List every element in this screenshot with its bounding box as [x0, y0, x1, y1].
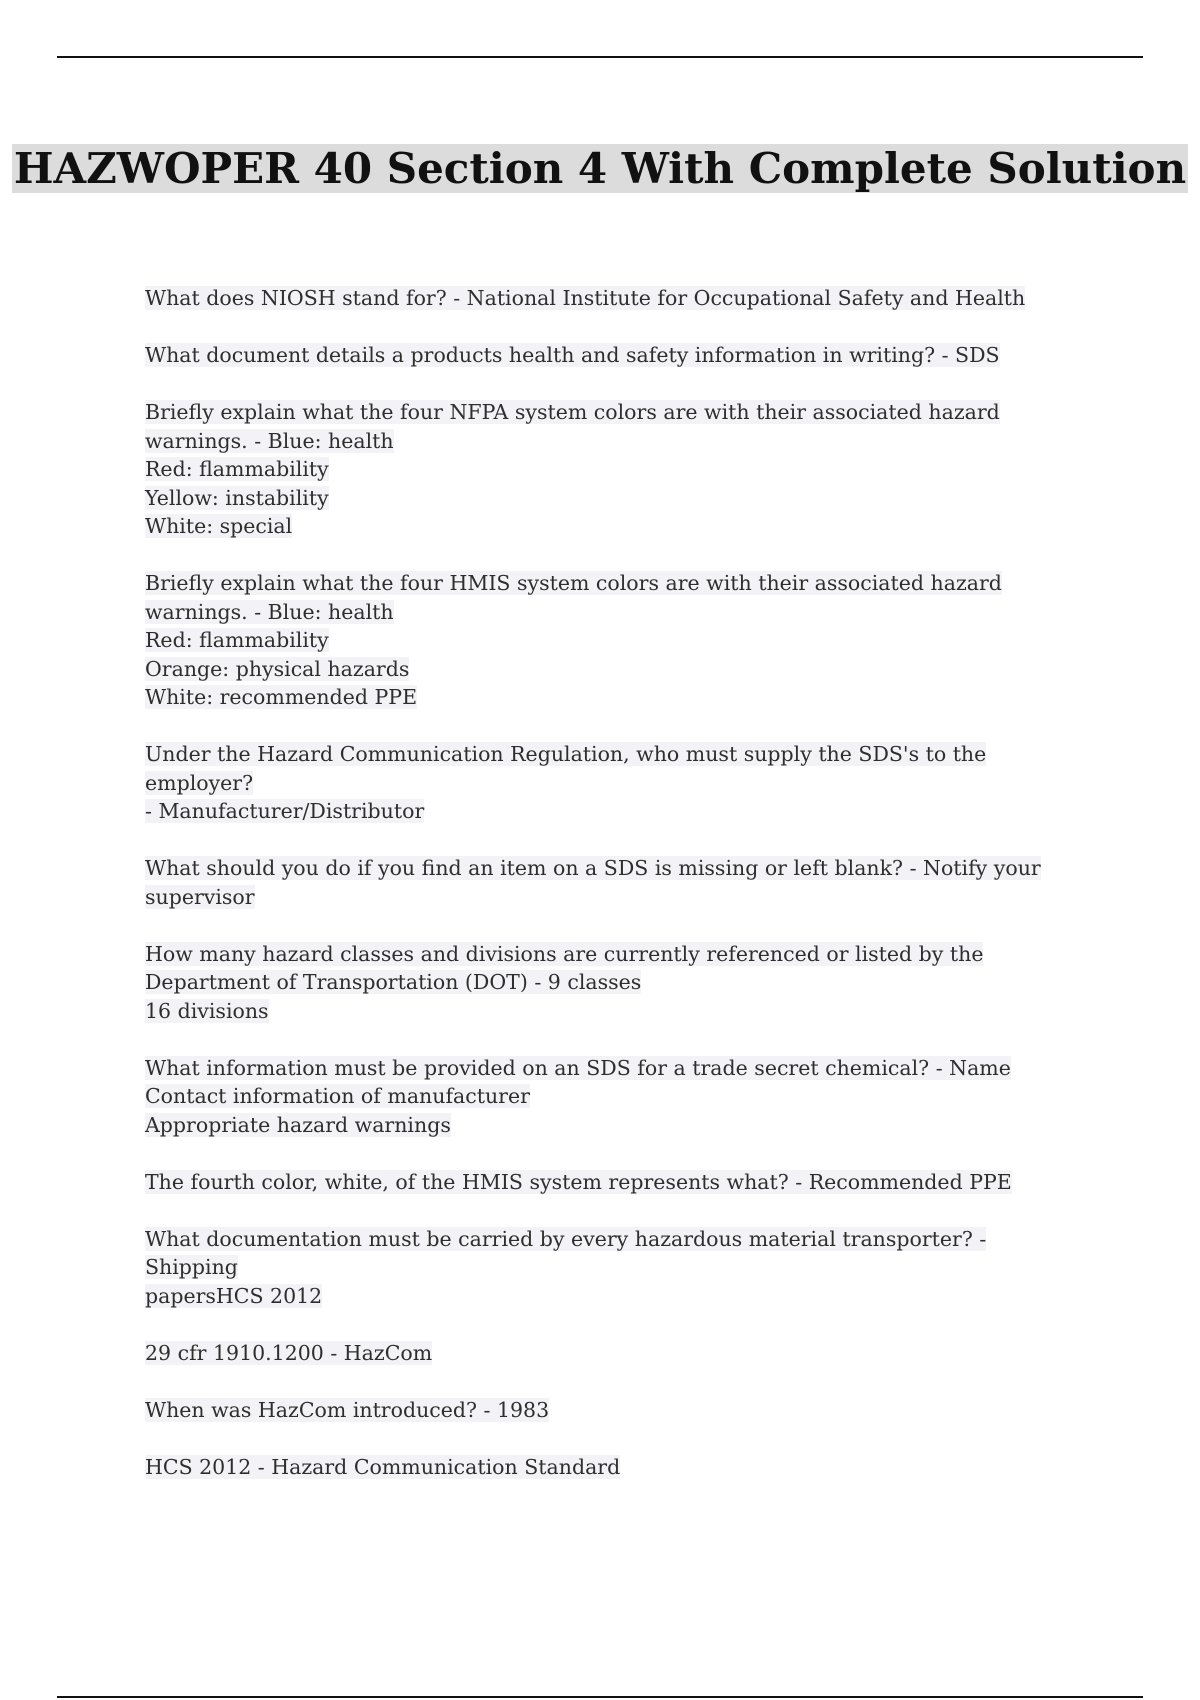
- qa-item: [145, 1339, 1085, 1368]
- qa-item: [145, 1168, 1085, 1197]
- qa-line: [145, 740, 1085, 797]
- qa-item: [145, 854, 1085, 911]
- qa-line-text: Red: flammability: [145, 457, 329, 481]
- qa-item: [145, 940, 1085, 1026]
- qa-line-text: Briefly explain what the four NFPA system colors are with their associated hazard: [145, 400, 1000, 424]
- qa-line-text: Contact information of manufacturer: [145, 1084, 530, 1108]
- qa-item: [145, 284, 1085, 313]
- qa-line: [145, 997, 1085, 1026]
- qa-line-text: Under the Hazard Communication Regulation, who must supply the SDS's to the employer?: [145, 742, 987, 795]
- qa-line: [145, 854, 1085, 883]
- qa-line-text: HCS 2012 - Hazard Communication Standard: [145, 1454, 621, 1479]
- qa-line-text: What should you do if you find an item on a SDS is missing or left blank? - Notify your: [145, 856, 1041, 880]
- qa-line-text: Appropriate hazard warnings: [145, 1112, 451, 1137]
- qa-line: [145, 569, 1085, 598]
- qa-line: [145, 683, 1085, 712]
- qa-line-text: warnings. - Blue: health: [145, 599, 394, 624]
- qa-line: [145, 512, 1085, 541]
- qa-item: [145, 1396, 1085, 1425]
- qa-item: [145, 1225, 1085, 1311]
- qa-line-text: 29 cfr 1910.1200 - HazCom: [145, 1340, 433, 1365]
- qa-line: [145, 484, 1085, 513]
- qa-line-text: supervisor: [145, 884, 255, 909]
- qa-line: [145, 1225, 1085, 1282]
- qa-line-text: warnings. - Blue: health: [145, 428, 394, 453]
- qa-line: [145, 398, 1085, 427]
- bottom-divider: [57, 1696, 1143, 1698]
- qa-list: [145, 284, 1085, 1510]
- qa-line: [145, 940, 1085, 969]
- qa-line: [145, 1111, 1085, 1140]
- qa-item: [145, 1054, 1085, 1140]
- qa-line-text: Yellow: instability: [145, 485, 329, 510]
- qa-line: [145, 1339, 1085, 1368]
- qa-line: [145, 655, 1085, 684]
- qa-line: [145, 455, 1085, 484]
- qa-line-text: What information must be provided on an SDS for a trade secret chemical? - Name: [145, 1055, 1011, 1080]
- qa-line-text: The fourth color, white, of the HMIS system represents what? - Recommended PPE: [145, 1169, 1012, 1194]
- qa-line: [145, 1168, 1085, 1197]
- qa-item: [145, 1453, 1085, 1482]
- qa-line-text: When was HazCom introduced? - 1983: [145, 1397, 550, 1422]
- qa-line: [145, 883, 1085, 912]
- qa-line-text: What documentation must be carried by every hazardous material transporter? - Shipping: [145, 1226, 987, 1279]
- qa-line-text: How many hazard classes and divisions are currently referenced or listed by the: [145, 941, 984, 966]
- qa-line-text: Orange: physical hazards: [145, 656, 410, 681]
- qa-line: [145, 341, 1085, 370]
- qa-line: [145, 626, 1085, 655]
- qa-line-text: What document details a products health and safety information in writing? - SDS: [145, 343, 1000, 367]
- qa-item: [145, 341, 1085, 370]
- qa-line: [145, 1453, 1085, 1482]
- qa-line: [145, 1282, 1085, 1311]
- qa-line: [145, 1054, 1085, 1083]
- qa-line-text: papersHCS 2012: [145, 1283, 323, 1308]
- qa-item: [145, 740, 1085, 826]
- qa-line-text: Department of Transportation (DOT) - 9 classes: [145, 970, 642, 994]
- qa-line-text: 16 divisions: [145, 998, 269, 1023]
- qa-line: [145, 598, 1085, 627]
- qa-line-text: Red: flammability: [145, 628, 329, 652]
- qa-line-text: - Manufacturer/Distributor: [145, 799, 425, 823]
- qa-line: [145, 284, 1085, 313]
- qa-line: [145, 968, 1085, 997]
- page-title: HAZWOPER 40 Section 4 With Complete Solution: [13, 144, 1187, 193]
- qa-line-text: White: recommended PPE: [145, 685, 418, 709]
- qa-line-text: White: special: [145, 514, 293, 538]
- qa-item: [145, 398, 1085, 541]
- qa-line-text: What does NIOSH stand for? - National Institute for Occupational Safety and Health: [145, 286, 1026, 310]
- qa-line: [145, 1082, 1085, 1111]
- qa-line: [145, 797, 1085, 826]
- qa-line: [145, 1396, 1085, 1425]
- top-divider: [57, 56, 1143, 58]
- qa-line-text: Briefly explain what the four HMIS system colors are with their associated hazard: [145, 571, 1002, 595]
- qa-line: [145, 427, 1085, 456]
- qa-item: [145, 569, 1085, 712]
